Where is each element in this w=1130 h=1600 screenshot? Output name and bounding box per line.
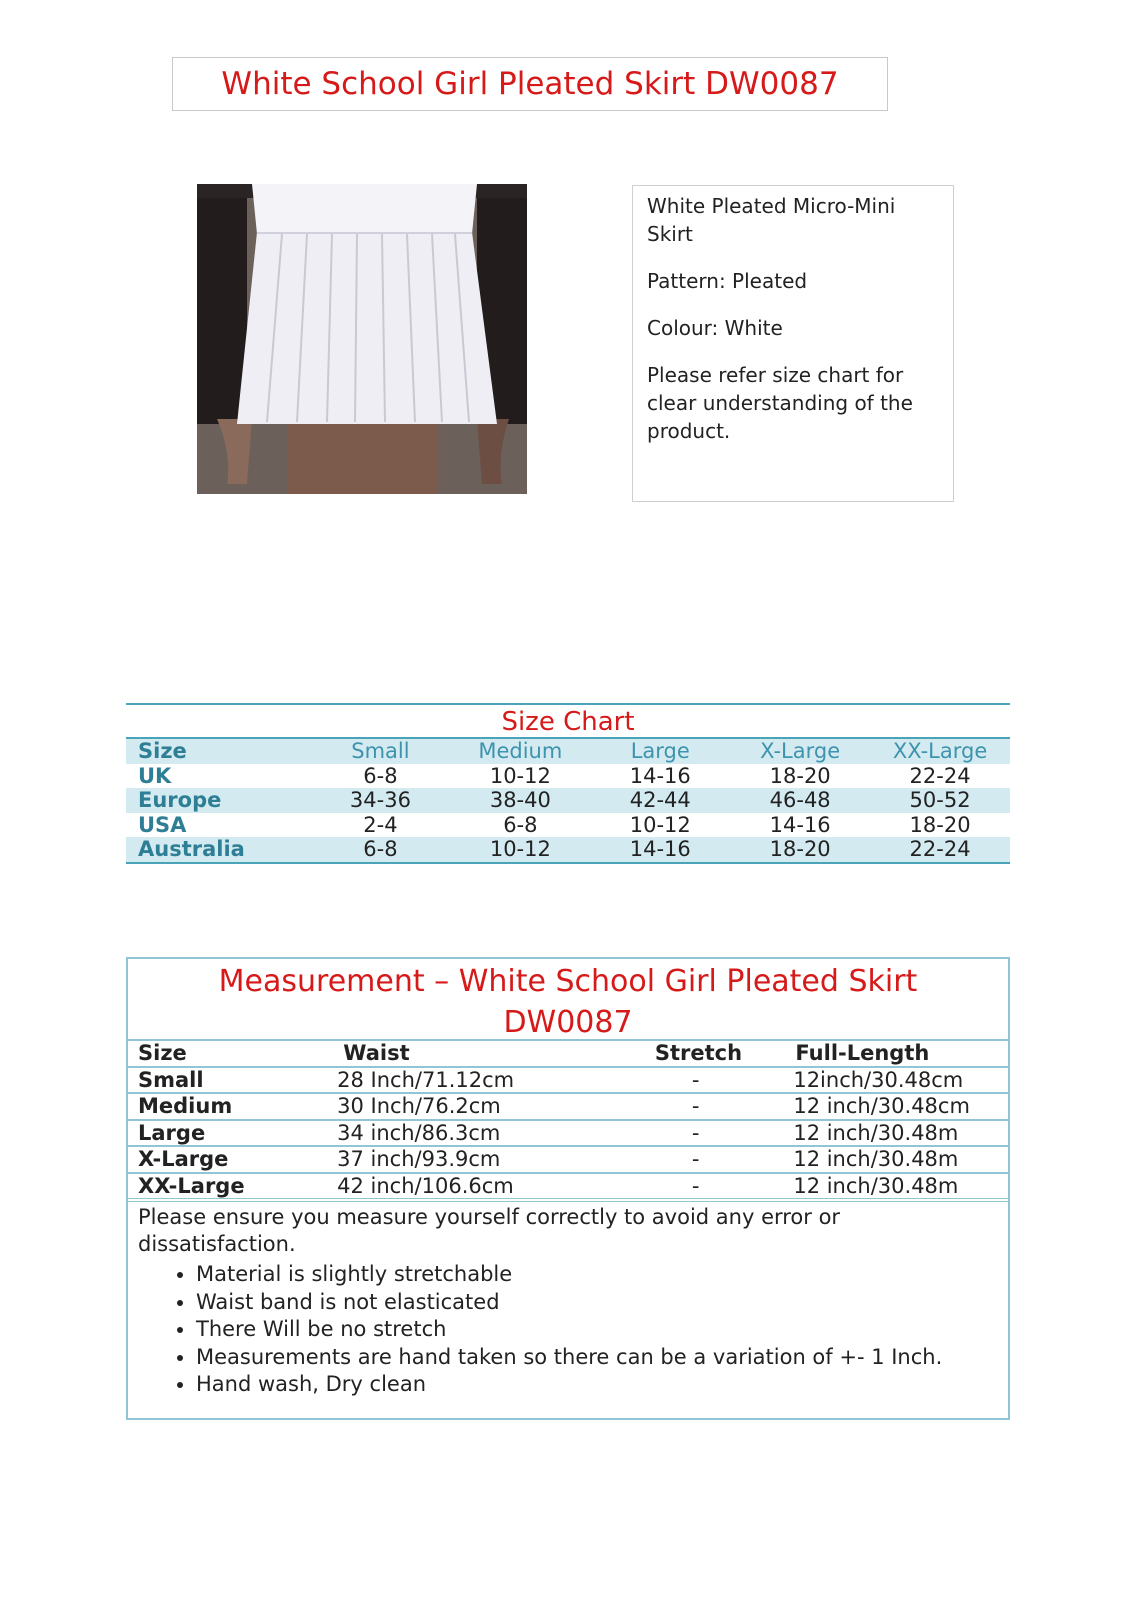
table-cell: 38-40 (489, 788, 551, 812)
product-name: White Pleated Micro-Mini Skirt (647, 194, 896, 246)
measurement-title-line1: Measurement – White School Girl Pleated Skirt (218, 964, 918, 999)
measurement-title-line2: DW0087 (503, 1005, 633, 1040)
measure-warning: Please ensure you measure yourself correctly to avoid any error or dissatisfaction. (138, 1205, 841, 1256)
table-cell: 30 Inch/76.2cm (337, 1094, 501, 1118)
table-row (126, 813, 1010, 838)
table-cell: 10-12 (629, 812, 691, 837)
row-label: Small (138, 1067, 204, 1092)
table-cell: 18-20 (769, 837, 831, 861)
header-cell: XX-Large (892, 739, 988, 763)
table-cell: - (691, 1147, 700, 1171)
table-row (128, 1121, 1008, 1148)
list-item: • Waist band is not elasticated (196, 1289, 998, 1317)
table-row (128, 1094, 1008, 1121)
header-cell: Medium (478, 739, 563, 763)
row-label: Europe (138, 788, 222, 812)
table-cell: 22-24 (909, 763, 971, 788)
table-cell: 18-20 (909, 812, 971, 837)
pattern-text: Pattern: Pleated (647, 269, 808, 293)
row-label: USA (138, 812, 187, 837)
table-cell: 6-8 (503, 812, 538, 837)
list-item: • Hand wash, Dry clean (196, 1371, 998, 1399)
description-box (632, 185, 954, 502)
table-cell: 12 inch/30.48m (793, 1147, 959, 1171)
table-cell: - (691, 1094, 700, 1118)
table-cell: 14-16 (769, 812, 831, 837)
table-cell: 6-8 (363, 763, 398, 788)
list-item: • Material is slightly stretchable (196, 1261, 998, 1289)
table-cell: 28 Inch/71.12cm (337, 1067, 515, 1092)
table-cell: 14-16 (629, 837, 691, 861)
table-cell: 50-52 (909, 788, 971, 812)
header-cell: X-Large (760, 739, 841, 763)
size-chart-header (126, 737, 1010, 764)
table-cell: 12 inch/30.48cm (793, 1094, 970, 1118)
table-cell: - (691, 1173, 700, 1198)
header-cell: Full-Length (795, 1041, 930, 1065)
table-cell: 34-36 (349, 788, 411, 812)
size-note: Please refer size chart for clear understanding of the product. (647, 363, 913, 443)
list-item: • There Will be no stretch (196, 1316, 998, 1344)
table-cell: 10-12 (489, 837, 551, 861)
measurement-table (126, 957, 1010, 1420)
table-row (126, 837, 1010, 864)
table-cell: 2-4 (363, 812, 398, 837)
table-cell: - (691, 1067, 700, 1092)
colour-text: Colour: White (647, 316, 783, 340)
table-cell: 6-8 (363, 837, 398, 861)
table-cell: 42-44 (629, 788, 691, 812)
size-chart-title: Size Chart (126, 703, 1010, 737)
measurement-notes (128, 1202, 1008, 1401)
table-cell: 22-24 (909, 837, 971, 861)
page-title: White School Girl Pleated Skirt DW0087 (172, 57, 888, 111)
table-row (128, 1174, 1008, 1203)
table-cell: 14-16 (629, 763, 691, 788)
list-item: • Measurements are hand taken so there can be a variation of +- 1 Inch. (196, 1344, 998, 1372)
table-cell: 12 inch/30.48m (793, 1173, 959, 1198)
measurement-title (128, 959, 1008, 1041)
measurement-header (128, 1041, 1008, 1068)
table-row (128, 1068, 1008, 1095)
row-label: Australia (138, 837, 245, 861)
row-label: Medium (138, 1094, 233, 1118)
table-row (126, 788, 1010, 813)
care-list (138, 1261, 998, 1399)
table-cell: 34 inch/86.3cm (337, 1120, 501, 1145)
row-label: XX-Large (138, 1173, 245, 1198)
table-cell: 10-12 (489, 763, 551, 788)
size-chart-table (126, 703, 1010, 864)
header-cell: Large (630, 739, 690, 763)
table-cell: 37 inch/93.9cm (337, 1147, 501, 1171)
header-cell: Size (138, 1041, 187, 1065)
table-row (126, 764, 1010, 789)
table-cell: 18-20 (769, 763, 831, 788)
table-row (128, 1147, 1008, 1174)
table-cell: 12inch/30.48cm (793, 1067, 964, 1092)
skirt-illustration (197, 184, 527, 494)
row-label: X-Large (138, 1147, 229, 1171)
table-cell: - (691, 1120, 700, 1145)
table-cell: 46-48 (769, 788, 831, 812)
table-cell: 42 inch/106.6cm (337, 1173, 514, 1198)
header-cell: Size (138, 739, 187, 763)
product-photo (197, 184, 527, 494)
header-cell: Waist (343, 1041, 410, 1065)
table-cell: 12 inch/30.48m (793, 1120, 959, 1145)
row-label: Large (138, 1120, 206, 1145)
header-cell: Stretch (654, 1041, 743, 1065)
row-label: UK (138, 763, 172, 788)
header-cell: Small (351, 739, 410, 763)
